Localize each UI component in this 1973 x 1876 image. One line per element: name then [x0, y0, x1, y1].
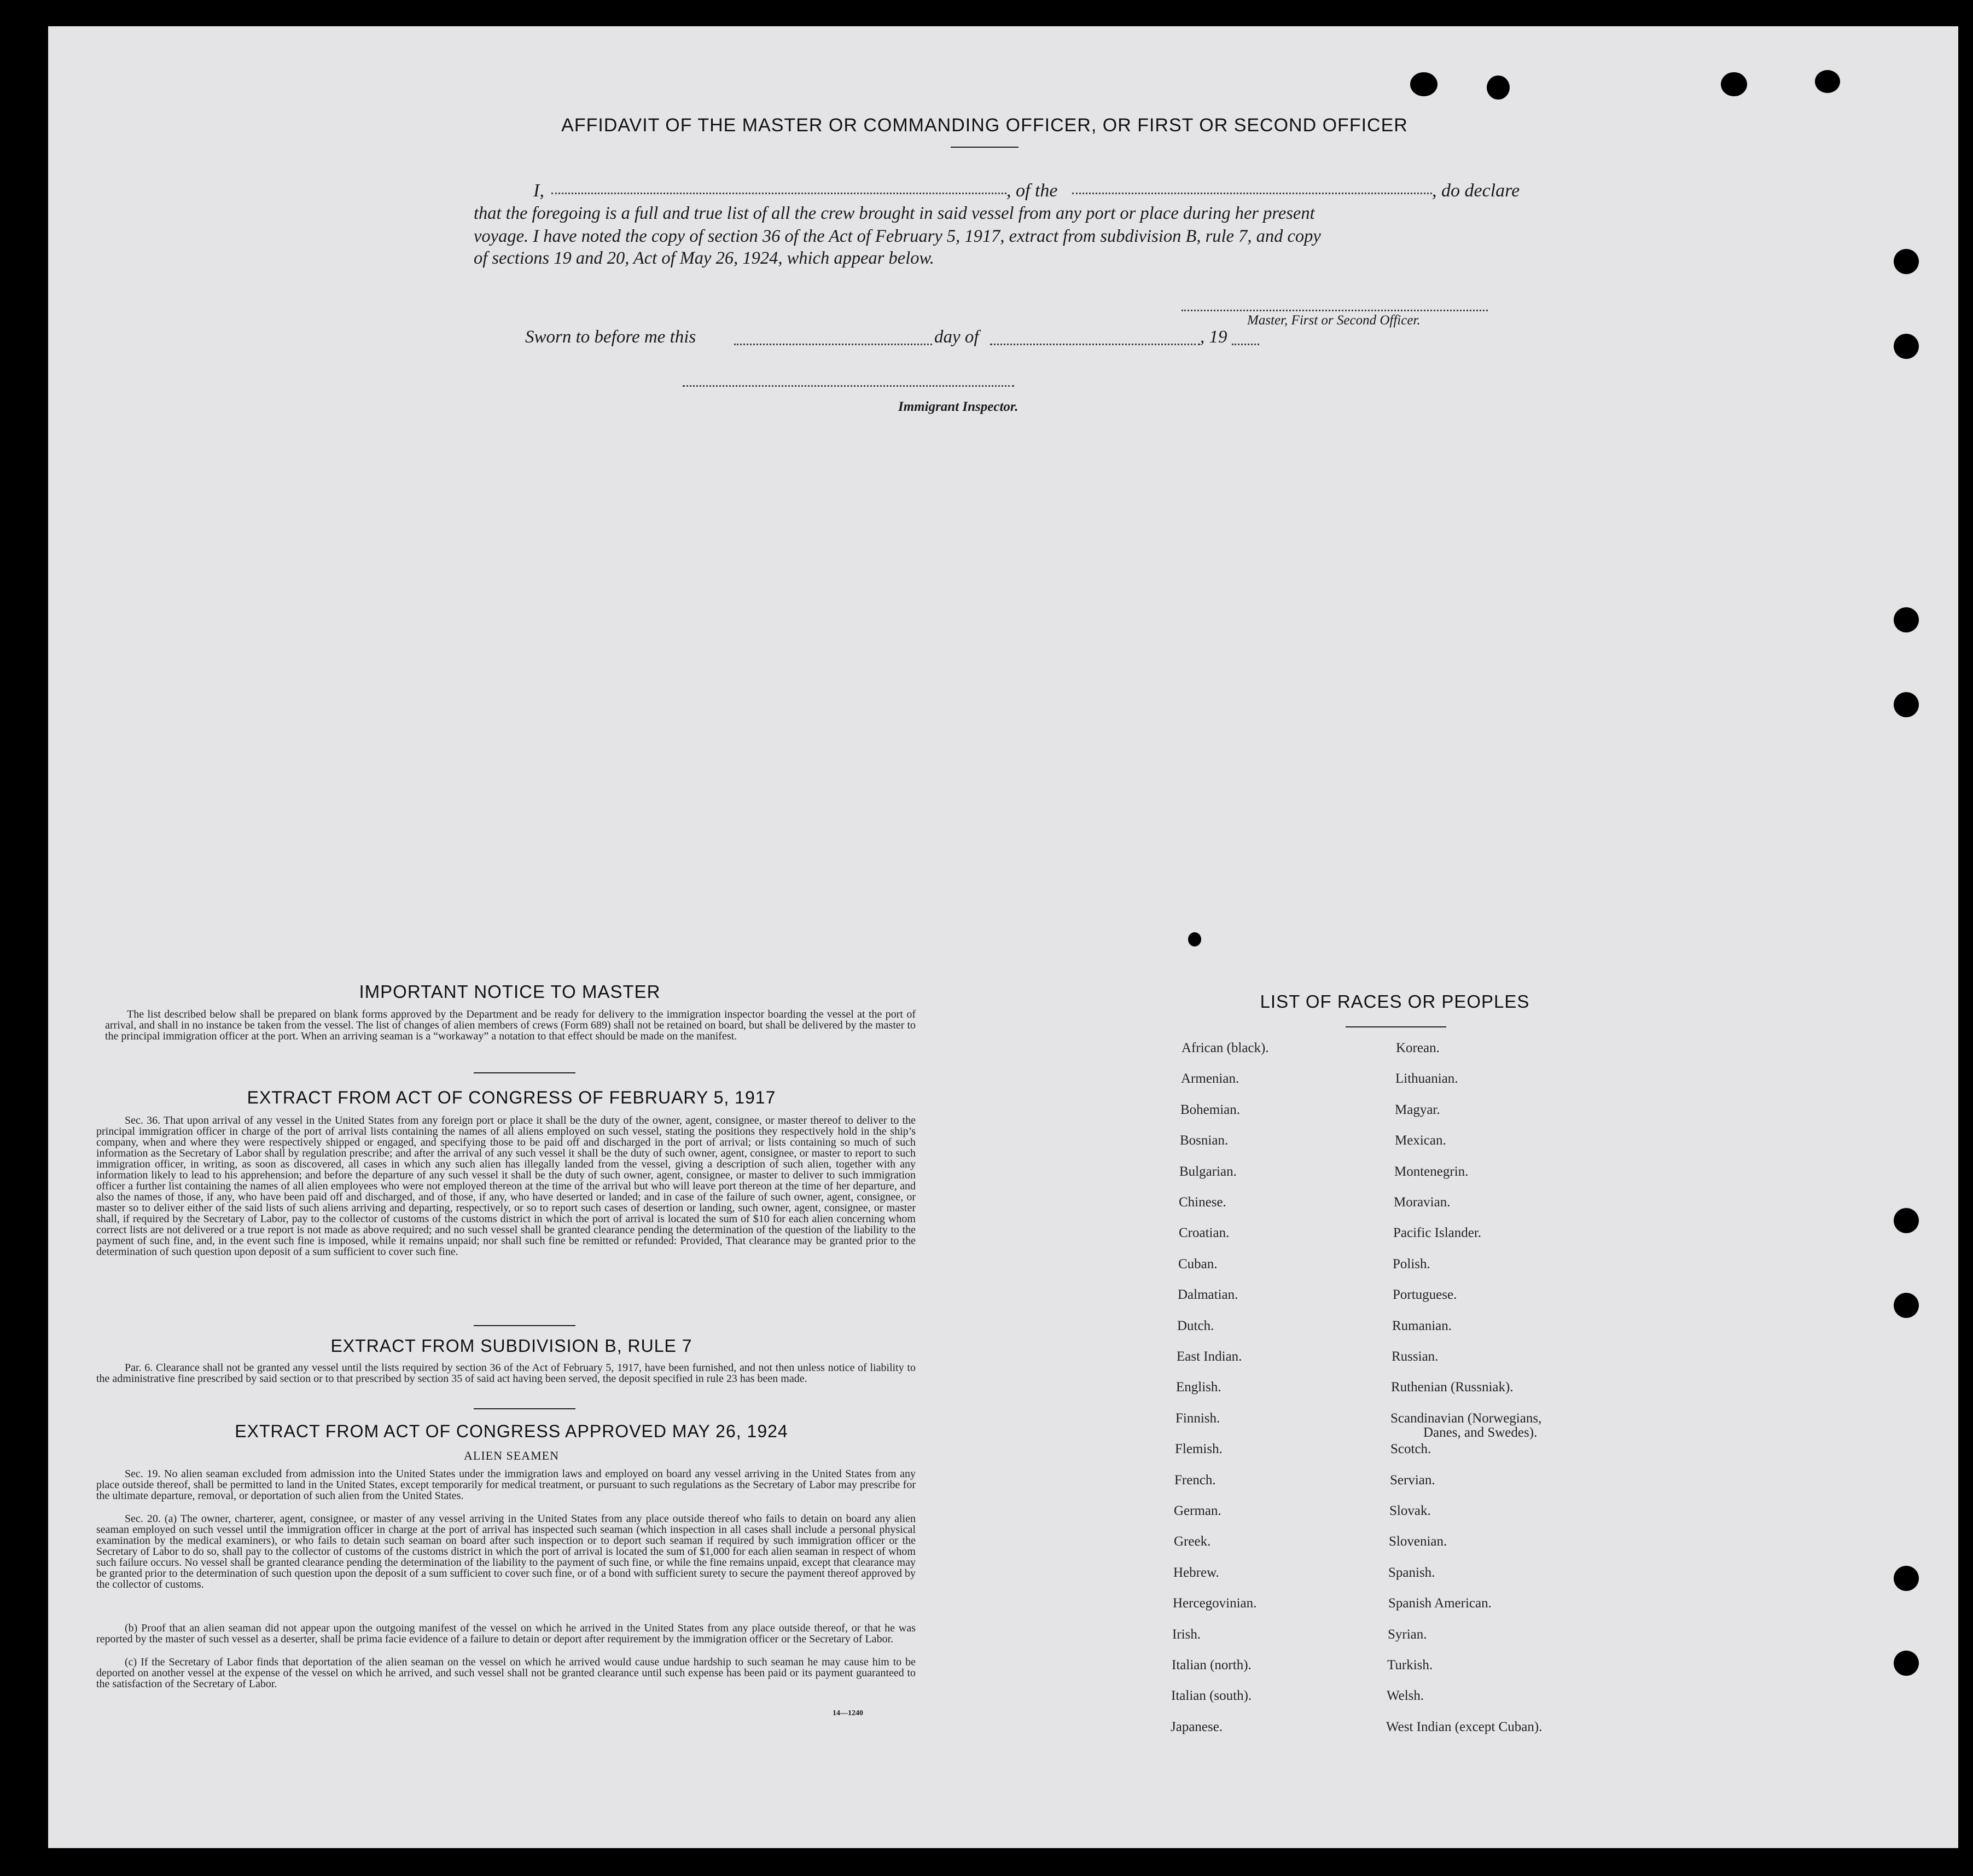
sec-20c-text: (c) If the Secretary of Labor finds that deportation of the alien seaman on the vessel on which he arrived would cause undue hardship to such seaman he may cause him to be deported on another vessel at the expense of the vessel on which he arrived, and such vessel shall not be granted clearance until such expense has been paid or its payment guaranteed to the satisfaction of the Secretary of Labor. [96, 1656, 916, 1690]
race-list-item: Bulgarian. [1179, 1164, 1237, 1179]
extract-1917-title: EXTRACT FROM ACT OF CONGRESS OF FEBRUARY 5, 1917 [247, 1088, 776, 1107]
day-of-label: day of [934, 327, 979, 347]
race-list-item: Mexican. [1395, 1133, 1446, 1148]
subdivision-b-text: Par. 6. Clearance shall not be granted any vessel until the lists required by section 36 of the Act of February 5, 1917, have been furnished, and not then unless notice of liability to the administrative fine prescribed by said section or to that prescribed by section 35 of said act having been served, the deposit specified in rule 23 has been made. [96, 1362, 916, 1385]
title-divider [951, 147, 1018, 148]
section-divider [474, 1072, 575, 1073]
race-list-item: Russian. [1392, 1349, 1439, 1364]
affidavit-line-4: of sections 19 and 20, Act of May 26, 1924, which appear below. [474, 248, 934, 268]
race-list-item: Syrian. [1388, 1627, 1427, 1642]
race-list-item: Chinese. [1179, 1195, 1226, 1210]
race-list-item: Flemish. [1175, 1442, 1223, 1457]
race-list-item: Dutch. [1177, 1318, 1214, 1333]
section-divider [474, 1408, 575, 1409]
race-list-item: Polish. [1393, 1256, 1430, 1271]
race-list-item: Cuban. [1178, 1256, 1218, 1271]
notice-text: The list described below shall be prepared on blank forms approved by the Department and be ready for delivery to the immigration inspector boarding the vessel at the port of arrival, and shall in no instance be taken from the vessel. The list of changes of alien members of crews (Form 689) shall not be retained on board, but shall be delivered by the master to the principal immigration officer at the port. When an arriving seaman is a “workaway” a notation to that effect should be made on the manifest. [105, 1008, 916, 1042]
form-number: 14—1240 [833, 1709, 863, 1717]
punch-hole [1721, 72, 1747, 96]
race-list-item: Croatian. [1179, 1226, 1230, 1241]
race-list-item: Spanish American. [1388, 1596, 1492, 1611]
punch-hole [1894, 1293, 1919, 1318]
do-declare-label: , do declare [1432, 181, 1520, 201]
race-list-item: Scotch. [1390, 1442, 1431, 1457]
punch-hole [1894, 249, 1919, 274]
sec-20b-text: (b) Proof that an alien seaman did not appear upon the outgoing manifest of the vessel on which he arrived in the United States from any place outside thereof, or that he was reported by the master of such vessel as a deserter, shall be prima facie evidence of a failure to detain or deport after requirement by the immigration officer or the Secretary of Labor. [96, 1622, 916, 1645]
race-list-item: French. [1174, 1472, 1216, 1488]
race-list-item: Dalmatian. [1178, 1287, 1238, 1303]
inspector-label: Immigrant Inspector. [898, 399, 1018, 414]
punch-hole [1894, 1566, 1919, 1591]
punch-hole [1894, 334, 1919, 359]
race-list-item: African (black). [1182, 1041, 1269, 1055]
race-list-item: Rumanian. [1392, 1318, 1452, 1333]
race-list-item: Montenegrin. [1394, 1164, 1469, 1179]
race-list-item: Irish. [1172, 1627, 1201, 1642]
inspector-signature-field[interactable] [683, 385, 1014, 387]
punch-hole [1815, 70, 1840, 93]
punch-hole [1894, 692, 1919, 717]
race-list-item: Portuguese. [1393, 1287, 1457, 1303]
race-list-item: Bosnian. [1180, 1133, 1229, 1148]
race-list-item: Lithuanian. [1395, 1071, 1458, 1087]
race-list-item: Italian (south). [1171, 1688, 1252, 1704]
race-list-item: English. [1176, 1380, 1221, 1395]
affidavit-title: AFFIDAVIT OF THE MASTER OR COMMANDING OFFICER, OR FIRST OR SECOND OFFICER [561, 115, 1408, 136]
race-list-item: Hercegovinian. [1173, 1596, 1257, 1611]
sworn-month-field[interactable] [990, 344, 1200, 345]
race-list-item: Slovak. [1389, 1503, 1431, 1518]
race-list-item: Slovenian. [1389, 1534, 1447, 1549]
race-list-item: Welsh. [1387, 1688, 1424, 1704]
race-list-item: Japanese. [1171, 1719, 1223, 1734]
affidavit-line-2: that the foregoing is a full and true list of all the crew brought in said vessel from any port or place during her present [474, 204, 1315, 223]
race-list-item: Hebrew. [1173, 1565, 1219, 1580]
punch-hole [1894, 607, 1919, 632]
race-list-item: Bohemian. [1180, 1102, 1241, 1117]
race-list-item: Italian (north). [1172, 1658, 1252, 1672]
race-list-item: West Indian (except Cuban). [1386, 1719, 1543, 1734]
affiant-name-field[interactable] [551, 193, 1006, 194]
year-label: , 19 [1200, 327, 1227, 347]
section-divider [474, 1325, 575, 1326]
sworn-day-field[interactable] [734, 344, 932, 345]
vessel-name-field[interactable] [1072, 193, 1432, 194]
affidavit-line-3: voyage. I have noted the copy of section 36 of the Act of February 5, 1917, extract from subdivision B, rule 7, and copy [474, 226, 1321, 246]
sec-20a-text: Sec. 20. (a) The owner, charterer, agent, consignee, or master of any vessel arriving in the United States from any place outside thereof who fails to detain on board any alien seaman employed on such vessel until the immigration officer in charge at the port of arrival has inspected such seaman (which inspection in all cases shall include a personal physical examination by the medical examiners), or who fails to detain such seaman on board after such inspection or to deport such seaman if required by such immigration officer or the Secretary of Labor to do so, shall pay to the collector of customs of the customs district in which the port of arrival is located the sum of $1,000 for each alien seaman in respect of whom such failure occurs. No vessel shall be granted clearance pending the determination of the liability to the payment of such fine, or while the fine remains unpaid, except that clearance may be granted prior to the determination of such question upon the deposit of a sum sufficient to cover such fine, or of a bond with sufficient surety to secure the payment thereof approved by the collector of customs. [96, 1513, 916, 1590]
race-list-item: Pacific Islander. [1393, 1226, 1482, 1241]
race-list-item: East Indian. [1177, 1349, 1242, 1364]
sworn-year-field[interactable] [1232, 344, 1259, 345]
extract-1917-text: Sec. 36. That upon arrival of any vessel in the United States from any foreign port or place it shall be the duty of the owner, agent, consignee, or master thereof to deliver to the principal immigration officer in charge of the port of arrival lists containing the names of all aliens employed on such vessel, stating the positions they respectively hold in the ship’s company, when and where they were respectively shipped or engaged, and specifying those to be paid off and discharged in the port of arrival; or lists containing so much of such information as the Secretary of Labor shall by regulation prescribe; and after the arrival of any such vessel it shall be the duty of such owner, agent, consignee, or master to report to such immigration officer, in writing, as soon as discovered, all cases in which any such alien has illegally landed from the vessel, giving a description of such alien, together with any information likely to lead to his apprehension; and before the departure of any such vessel it shall be the duty of such owner, agent, consignee, or master to deliver to such immigration officer a further list containing the names of all alien employees who were not employed thereon at the time of the arrival but who will leave port thereon at the time of her departure, and also the names of those, if any, who have been paid off and discharged, and of those, if any, who have deserted or landed; and in case of the failure of such owner, agent, consignee, or master so to deliver either of the said lists of such aliens arriving and departing, respectively, or so to report such cases of desertion or landing, such owner, agent, consignee, or master shall, if required by the Secretary of Labor, pay to the collector of customs of the customs district in which the port of arrival is located the sum of $10 for each alien concerning whom correct lists are not delivered or a true report is not made as above required; and no such vessel shall be granted clearance pending the determination of the question of the liability to the payment of such fine, and, in the event such fine is imposed, while it remains unpaid; nor shall such fine be remitted or refunded: Provided, That clearance may be granted prior to the determination of such question upon deposit of a sum sufficient to cover such fine. [96, 1114, 916, 1258]
affidavit-i: I, [533, 181, 544, 201]
race-list-item: Servian. [1390, 1472, 1435, 1488]
punch-hole [1894, 1651, 1919, 1676]
punch-hole [1188, 932, 1201, 946]
race-list-item: Ruthenian (Russniak). [1391, 1380, 1514, 1395]
race-list-item: Spanish. [1388, 1565, 1435, 1580]
races-title: LIST OF RACES OR PEOPLES [1260, 991, 1530, 1012]
race-list-item: Greek. [1174, 1534, 1211, 1549]
punch-hole [1487, 75, 1510, 100]
subdivision-b-title: EXTRACT FROM SUBDIVISION B, RULE 7 [330, 1336, 692, 1356]
race-list-item: Finnish. [1175, 1410, 1220, 1426]
notice-title: IMPORTANT NOTICE TO MASTER [359, 981, 661, 1002]
race-list-item: Scandinavian (Norwegians, [1390, 1410, 1542, 1426]
race-list-item: Turkish. [1387, 1658, 1433, 1672]
master-signature-field[interactable] [1182, 310, 1488, 311]
race-list-item: Korean. [1396, 1041, 1440, 1055]
extract-1924-title: EXTRACT FROM ACT OF CONGRESS APPROVED MAY 26, 1924 [235, 1421, 788, 1441]
master-signature-label: Master, First or Second Officer. [1247, 313, 1421, 328]
of-the-label: , of the [1006, 181, 1058, 201]
sworn-label: Sworn to before me this [525, 327, 696, 347]
races-divider [1346, 1026, 1446, 1027]
race-list-item: Armenian. [1181, 1071, 1239, 1087]
race-list-item: Moravian. [1394, 1195, 1451, 1210]
sec-19-text: Sec. 19. No alien seaman excluded from admission into the United States under the immigration laws and employed on board any vessel arriving in the United States from any place outside thereof, shall be permitted to land in the United States, except temporarily for medical treatment, or pursuant to such regulations as the Secretary of Labor may prescribe for the ultimate departure, removal, or deportation of such alien from the United States. [96, 1468, 916, 1502]
alien-seamen-subtitle: ALIEN SEAMEN [464, 1449, 559, 1462]
punch-hole [1410, 72, 1437, 96]
punch-hole [1894, 1208, 1919, 1233]
race-list-item: Magyar. [1395, 1102, 1440, 1117]
race-list-item-continued: Danes, and Swedes). [1423, 1425, 1538, 1440]
race-list-item: German. [1174, 1503, 1221, 1518]
